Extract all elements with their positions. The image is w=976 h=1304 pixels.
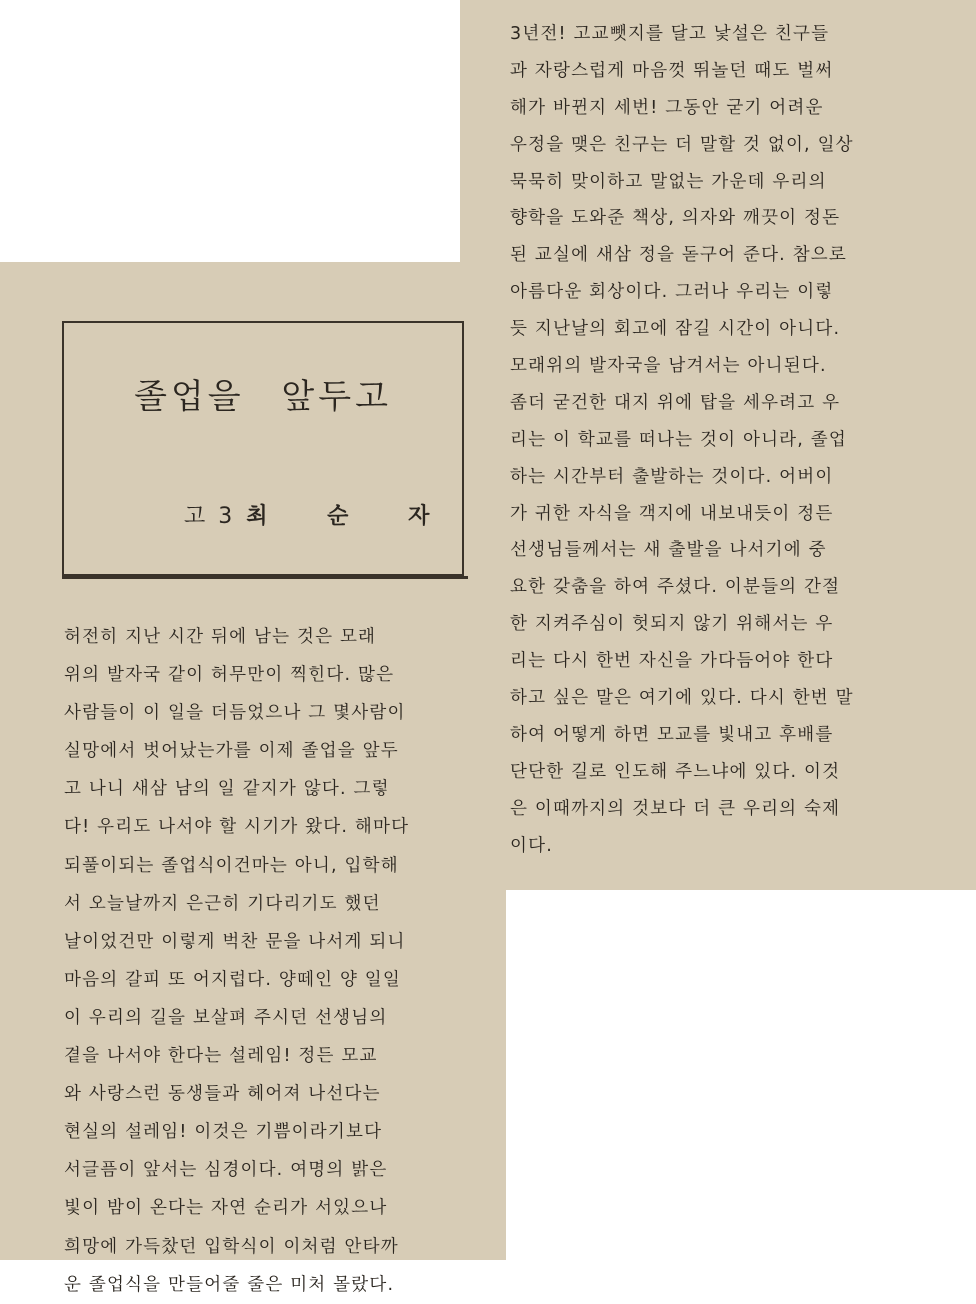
text-line: 모래위의 발자국을 남겨서는 아니된다. bbox=[510, 356, 827, 377]
text-line: 은 이때까지의 것보다 더 큰 우리의 숙제 bbox=[510, 798, 841, 819]
text-line: 과 자랑스럽게 마음껏 뛰놀던 때도 벌써 bbox=[510, 60, 834, 81]
text-line: 고 나니 새삼 남의 일 같지가 않다. 그렇 bbox=[64, 779, 390, 800]
title-underline-rule bbox=[62, 576, 468, 579]
text-line: 마음의 갈피 또 어지럽다. 양떼인 양 일일 bbox=[64, 969, 402, 990]
text-line: 서글픔이 앞서는 심경이다. 여명의 밝은 bbox=[64, 1160, 388, 1181]
text-line: 요한 갖춤을 하여 주셨다. 이분들의 간절 bbox=[510, 577, 841, 598]
text-line: 하고 싶은 말은 여기에 있다. 다시 한번 말 bbox=[510, 688, 854, 709]
text-line: 단단한 길로 인도해 주느냐에 있다. 이것 bbox=[510, 761, 841, 782]
right-text-column bbox=[510, 16, 910, 864]
text-line: 리는 다시 한번 자신을 가다듬어야 한다 bbox=[510, 651, 834, 672]
text-line: 이 우리의 길을 보살펴 주시던 선생님의 bbox=[64, 1007, 388, 1028]
text-line: 현실의 설레임! 이것은 기쁨이라기보다 bbox=[64, 1122, 383, 1143]
text-line: 3년전! 고교뺏지를 달고 낯설은 친구들 bbox=[510, 24, 830, 44]
text-line: 빛이 밤이 온다는 자연 순리가 서있으나 bbox=[64, 1198, 388, 1219]
byline bbox=[184, 499, 455, 530]
author-grade: 고 3 bbox=[184, 504, 236, 529]
text-line: 향학을 도와준 책상, 의자와 깨끗이 정돈 bbox=[510, 208, 841, 229]
text-line: 된 교실에 새삼 정을 돋구어 준다. 참으로 bbox=[510, 245, 848, 266]
text-line: 리는 이 학교를 떠나는 것이 아니라, 졸업 bbox=[510, 429, 848, 450]
text-line: 해가 바뀐지 세번! 그동안 굳기 어려운 bbox=[510, 97, 824, 118]
article-title: 졸업을 앞두고 bbox=[134, 377, 392, 417]
text-line: 곁을 나서야 한다는 설레임! 정든 모교 bbox=[64, 1046, 378, 1067]
text-line: 아름다운 회상이다. 그러나 우리는 이렇 bbox=[510, 282, 834, 303]
text-line: 위의 발자국 같이 허무만이 찍힌다. 많은 bbox=[64, 665, 395, 686]
text-line: 실망에서 벗어났는가를 이제 졸업을 앞두 bbox=[64, 741, 399, 762]
text-line: 와 사랑스런 동생들과 헤어져 나선다는 bbox=[64, 1084, 381, 1105]
text-line: 하여 어떻게 하면 모교를 빛내고 후배를 bbox=[510, 724, 834, 745]
text-line: 허전히 지난 시간 뒤에 남는 것은 모래 bbox=[64, 627, 377, 647]
author-name: 최 순 자 bbox=[246, 504, 456, 529]
text-line: 되풀이되는 졸업식이건마는 아니, 입학해 bbox=[64, 855, 399, 876]
text-line: 가 귀한 자식을 객지에 내보내듯이 정든 bbox=[510, 503, 834, 524]
left-text-column bbox=[64, 618, 476, 1304]
text-line: 운 졸업식을 만들어줄 줄은 미처 몰랐다. bbox=[64, 1274, 395, 1295]
text-line: 서 오늘날까지 은근히 기다리기도 했던 bbox=[64, 893, 381, 914]
text-line: 선생님들께서는 새 출발을 나서기에 중 bbox=[510, 540, 827, 561]
text-line: 한 지켜주심이 헛되지 않기 위해서는 우 bbox=[510, 614, 834, 635]
title-box bbox=[62, 321, 464, 577]
text-line: 듯 지난날의 회고에 잠길 시간이 아니다. bbox=[510, 319, 841, 340]
text-line: 묵묵히 맞이하고 말없는 가운데 우리의 bbox=[510, 171, 827, 192]
text-line: 날이었건만 이렇게 벅찬 문을 나서게 되니 bbox=[64, 931, 406, 952]
text-line: 좀더 굳건한 대지 위에 탑을 세우려고 우 bbox=[510, 392, 841, 413]
text-line: 사람들이 이 일을 더듬었으나 그 몇사람이 bbox=[64, 703, 406, 724]
text-line: 우정을 맺은 친구는 더 말할 것 없이, 일상 bbox=[510, 134, 854, 155]
text-line: 하는 시간부터 출발하는 것이다. 어버이 bbox=[510, 466, 834, 487]
text-line: 다! 우리도 나서야 할 시기가 왔다. 해마다 bbox=[64, 817, 410, 838]
text-line: 이다. bbox=[510, 835, 553, 856]
text-line: 희망에 가득찼던 입학식이 이처럼 안타까 bbox=[64, 1236, 399, 1257]
